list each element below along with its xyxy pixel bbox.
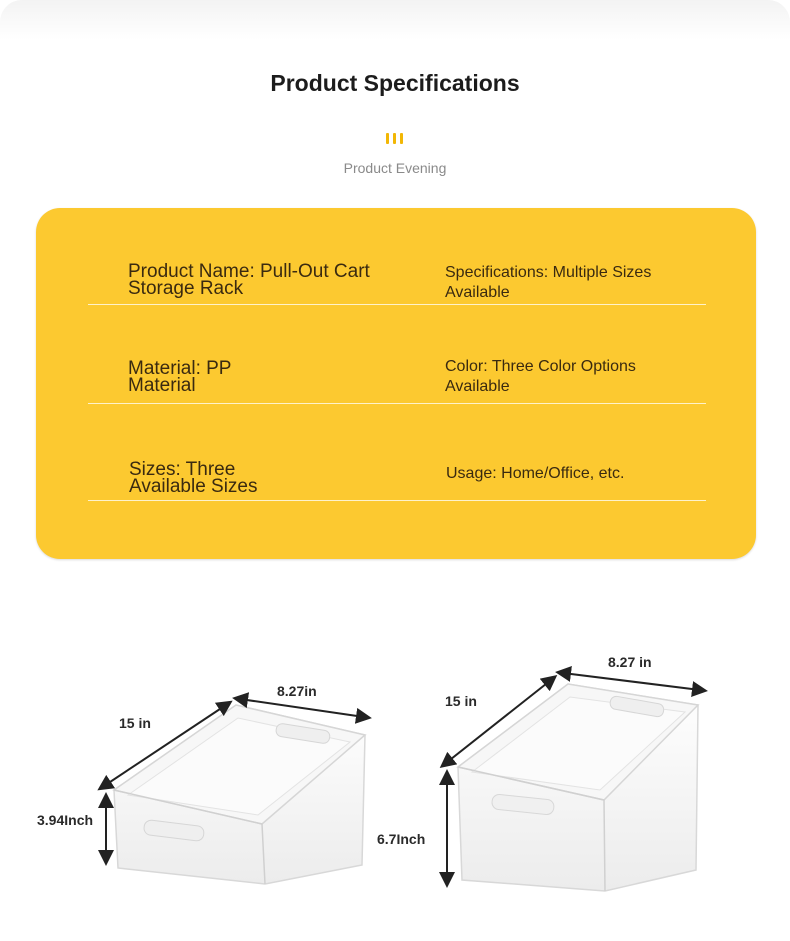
spec-material bbox=[128, 360, 231, 394]
spec-sizes-line1: Sizes: Three bbox=[129, 459, 236, 480]
spec-color bbox=[445, 357, 636, 397]
spec-color-line1: Color: Three Color Options bbox=[445, 358, 636, 375]
spec-material-line1: Material: PP bbox=[128, 358, 232, 379]
divider bbox=[88, 500, 706, 501]
small-box-height-label: 3.94Inch bbox=[37, 812, 94, 828]
page-title: Product Specifications bbox=[270, 70, 520, 96]
small-box-length-label: 15 in bbox=[119, 715, 151, 731]
storage-boxes-illustration bbox=[0, 560, 790, 941]
spec-product-name-line1: Product Name: Pull-Out Cart bbox=[128, 261, 370, 282]
spec-specifications-line1: Specifications: Multiple Sizes bbox=[445, 264, 652, 281]
spec-usage: Usage: Home/Office, etc. bbox=[446, 465, 625, 482]
spec-color-line2: Available bbox=[445, 378, 510, 395]
large-box-height-label: 6.7Inch bbox=[377, 831, 426, 847]
large-storage-box bbox=[458, 684, 698, 891]
spec-material-line2: Material bbox=[128, 375, 196, 396]
large-box-width-label: 8.27 in bbox=[608, 654, 652, 670]
decorative-bars-icon bbox=[386, 133, 406, 145]
spec-product-name-line2: Storage Rack bbox=[128, 278, 244, 299]
spec-product-name bbox=[128, 263, 370, 297]
divider bbox=[88, 304, 706, 305]
spec-sizes-line2: Available Sizes bbox=[129, 476, 258, 497]
page-subtitle: Product Evening bbox=[343, 160, 447, 176]
large-box-length-label: 15 in bbox=[445, 693, 477, 709]
small-box-width-label: 8.27in bbox=[277, 683, 317, 699]
spec-specifications bbox=[445, 263, 651, 303]
small-storage-box bbox=[114, 705, 365, 884]
divider bbox=[88, 403, 706, 404]
spec-specifications-line2: Available bbox=[445, 284, 510, 301]
spec-sizes bbox=[129, 461, 258, 495]
